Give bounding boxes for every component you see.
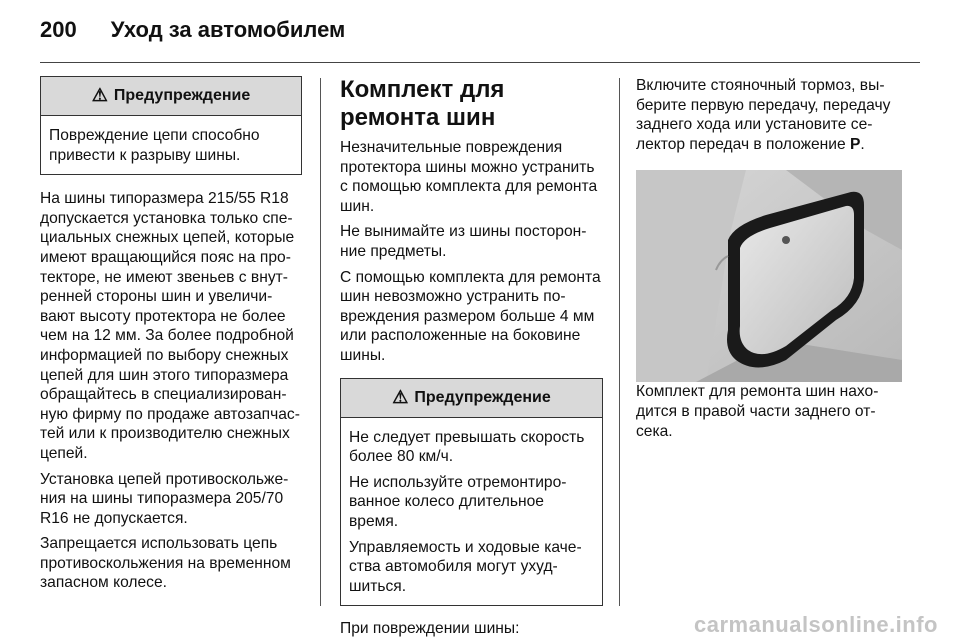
header-divider: [40, 62, 920, 63]
page-number: 200: [40, 17, 77, 42]
warning-line-duration: Не используйте отремонтированное колесо длительное время.: [349, 473, 567, 530]
warning-triangle-icon: ⚠: [91, 85, 108, 106]
warning-box-speed: [340, 378, 603, 607]
column-1: [40, 76, 302, 593]
paragraph-limits: С помощью комплекта для ремонта шин невозможно устранить повреждения размером больше 4 мм или расположенные на боковине шины.: [340, 268, 601, 364]
warning-triangle-icon: ⚠: [392, 386, 409, 407]
warning-header: [341, 379, 602, 418]
warning-heading: Предупреждение: [113, 87, 251, 105]
trunk-photo: [636, 170, 902, 382]
warning-heading: Предупреждение: [414, 388, 551, 406]
image-caption: Комплект для ремонта шин находится в правой части заднего отсека.: [636, 383, 879, 440]
paragraph-chains-215: На шины типоразмера 215/55 R18 допускается установка только специальных снежных цепей, которые имеют вращающийся пояс на протекторе, не имеют звеньев с внутренней стороны шин и увеличивают высоту протектора не более чем на 12 мм. За более подробной информацией по выбору снежных цепей для шин этого типоразмера обращайтесь в специализированную фирму по продаже автозапчастей или к производителю снежных цепей.: [40, 190, 300, 462]
paragraph-when-damaged: При повреждении шины:: [340, 620, 520, 638]
warning-header: [41, 77, 301, 116]
paragraph-parking-brake: Включите стояночный тормоз, выберите первую передачу, передачу заднего хода или установите селектор передач в положение P.: [636, 77, 891, 153]
paragraph-spare-wheel: Запрещается использовать цепь противоскольжения на временном запасном колесе.: [40, 535, 291, 592]
column-2: [340, 76, 603, 639]
paragraph-minor-damage: Незначительные повреждения протектора шины можно устранить с помощью комплекта для ремонта шин.: [340, 139, 598, 215]
watermark: carmanualsonline.info: [694, 612, 938, 637]
warning-text: Повреждение цепи способно привести к разрыву шины.: [49, 127, 260, 164]
warning-body: [341, 418, 602, 606]
page-header: [40, 10, 345, 50]
paragraph-chains-205: Установка цепей противоскольжения на шины типоразмера 205/70 R16 не допускается.: [40, 470, 289, 527]
column-divider-1: [320, 78, 321, 606]
page-title: Уход за автомобилем: [110, 17, 346, 42]
paragraph-foreign-objects: Не вынимайте из шины посторонние предметы.: [340, 223, 587, 260]
column-3: [636, 76, 902, 441]
warning-body: [41, 116, 301, 174]
gear-position-p: P: [850, 135, 861, 153]
section-title: Комплект для ремонта шин: [340, 76, 505, 131]
warning-box-chains: [40, 76, 302, 175]
column-divider-2: [619, 78, 620, 606]
warning-line-speed: Не следует превышать скорость более 80 км/ч.: [349, 428, 585, 466]
warning-line-handling: Управляемость и ходовые качества автомобиля могут ухудшиться.: [349, 538, 582, 595]
